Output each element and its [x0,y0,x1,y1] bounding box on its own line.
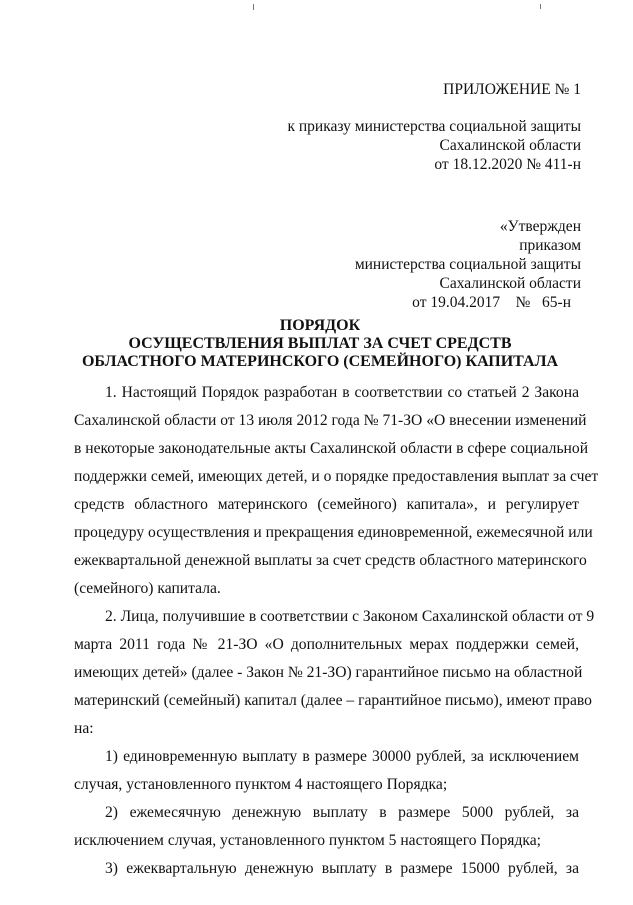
paragraph1-line: средств областного материнского (семейного) капитала», и регулирует [74,496,579,513]
appendix-title: ПРИЛОЖЕНИЕ № 1 [443,81,581,98]
appendix-region: Сахалинской области [439,137,581,154]
scan-mark [253,4,254,10]
paragraph1-line: ежеквартальной денежной выплаты за счет средств областного материнского [74,552,587,569]
item1-line: 1) единовременную выплату в размере 30000 рублей, за исключением [105,748,579,765]
approved-line-5: от 19.04.2017 № 65-н [412,294,571,311]
paragraph1-line: в некоторые законодательные акты Сахалинской области в сфере социальной [74,440,589,457]
scan-mark [540,4,541,9]
heading-line-1: ПОРЯДОК [279,317,361,334]
heading-line-2: ОСУЩЕСТВЛЕНИЯ ВЫПЛАТ ЗА СЧЕТ СРЕДСТВ [128,335,512,352]
paragraph2-line: 2. Лица, получившие в соответствии с Законом Сахалинской области от 9 [105,608,595,625]
appendix-to-order: к приказу министерства социальной защиты [287,118,581,135]
paragraph1-line: процедуру осуществления и прекращения единовременной, ежемесячной или [74,524,593,541]
approved-line-2: приказом [519,237,581,254]
paragraph1-line: поддержки семей, имеющих детей, и о порядке предоставления выплат за счет [74,468,599,485]
approved-line-4: Сахалинской области [439,275,581,292]
paragraph2-line: имеющих детей» (далее - Закон № 21-ЗО) гарантийное письмо на областной [74,664,583,681]
item2-line: 2) ежемесячную денежную выплату в размере 5000 рублей, за [105,804,579,821]
paragraph1-line: 1. Настоящий Порядок разработан в соответствии со статьей 2 Закона [105,384,579,401]
appendix-date: от 18.12.2020 № 411-н [434,156,581,173]
paragraph2-line: марта 2011 года № 21-ЗО «О дополнительных мерах поддержки семей, [74,636,579,653]
heading-line-3: ОБЛАСТНОГО МАТЕРИНСКОГО (СЕМЕЙНОГО) КАПИТАЛА [81,353,559,370]
item2-line: исключением случая, установленного пунктом 5 настоящего Порядка; [74,832,541,849]
approved-line-3: министерства социальной защиты [354,256,581,273]
paragraph2-line: на: [74,720,94,737]
approved-line-1: «Утвержден [499,218,581,235]
paragraph2-line: материнский (семейный) капитал (далее – гарантийное письмо), имеют право [74,692,592,709]
paragraph1-line: Сахалинской области от 13 июля 2012 года № 71-ЗО «О внесении изменений [74,412,587,429]
item1-line: случая, установленного пунктом 4 настоящего Порядка; [74,776,448,793]
paragraph1-line: (семейного) капитала. [74,580,221,597]
item3-line: 3) ежеквартальную денежную выплату в размере 15000 рублей, за [105,860,579,877]
